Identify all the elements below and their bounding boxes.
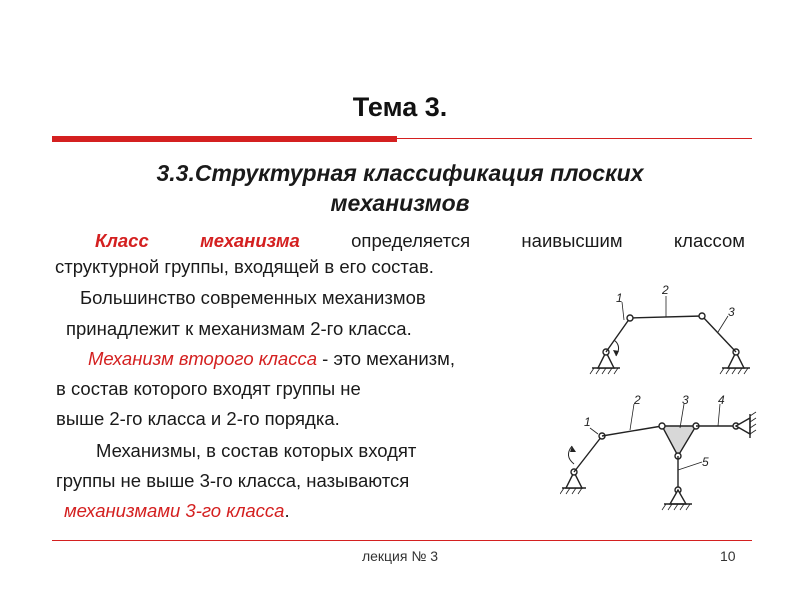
paragraph-2-line-1: Большинство современных механизмов bbox=[80, 287, 426, 308]
term-second-class-mechanism: Механизм второго класса bbox=[88, 348, 318, 369]
paragraph-3-line-3: выше 2-го класса и 2-го порядка. bbox=[56, 408, 340, 429]
paragraph-4-end: . bbox=[284, 500, 290, 521]
diagram-bottom-label-1: 1 bbox=[584, 415, 591, 429]
paragraph-4-line-3 bbox=[64, 500, 290, 522]
paragraph-1-line-2: структурной группы, входящей в его состав. bbox=[55, 256, 434, 277]
mechanism-diagrams bbox=[560, 280, 770, 520]
footer-divider bbox=[52, 540, 752, 541]
diagram-top-label-3: 3 bbox=[728, 305, 735, 319]
term-third-class-mechanisms: механизмами 3-го класса bbox=[64, 500, 285, 521]
paragraph-1-rest: определяется наивысшим классом bbox=[299, 230, 745, 251]
diagram-top-label-2: 2 bbox=[662, 283, 669, 297]
diagram-bottom-label-5: 5 bbox=[702, 455, 709, 469]
footer-lecture: лекция № 3 bbox=[361, 548, 439, 564]
diagram-bottom-label-2: 2 bbox=[634, 393, 641, 407]
paragraph-3-rest: - это механизм, bbox=[317, 348, 456, 369]
page-number: 10 bbox=[720, 548, 736, 564]
second-class-mechanism-diagram bbox=[590, 296, 750, 374]
diagram-top-label-1: 1 bbox=[616, 291, 623, 305]
subtitle-line-1: 3.3.Структурная классификация плоских bbox=[156, 160, 644, 186]
diagram-bottom-label-4: 4 bbox=[718, 393, 725, 407]
term-mechanism-class: Класс механизма bbox=[95, 230, 300, 251]
paragraph-1-line-1 bbox=[55, 228, 745, 254]
paragraph-3-line-1 bbox=[88, 348, 455, 370]
diagram-bottom-label-3: 3 bbox=[682, 393, 689, 407]
paragraph-4-line-1: Механизмы, в состав которых входят bbox=[96, 440, 417, 461]
subtitle-line-2: механизмов bbox=[330, 190, 470, 216]
paragraph-4-line-2: группы не выше 3-го класса, называются bbox=[56, 470, 410, 491]
title-divider bbox=[52, 136, 752, 142]
title-divider-thin bbox=[397, 138, 752, 139]
paragraph-class-definition bbox=[55, 228, 745, 280]
slide-subtitle bbox=[60, 158, 740, 218]
paragraph-2-line-2: принадлежит к механизмам 2-го класса. bbox=[66, 318, 412, 339]
title-divider-thick bbox=[52, 136, 397, 142]
paragraph-3-line-2: в состав которого входят группы не bbox=[56, 378, 361, 399]
slide-title: Тема 3. bbox=[352, 92, 448, 122]
